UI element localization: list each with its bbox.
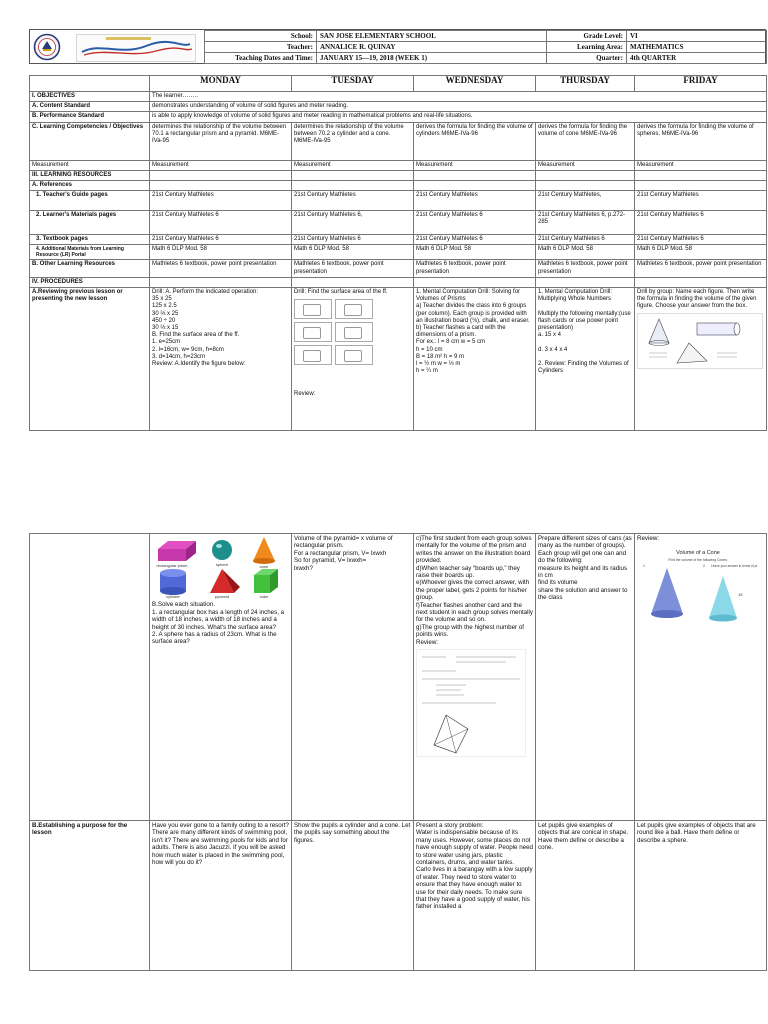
review-text: Review: (294, 391, 316, 398)
other-wednesday: Mathletes 6 textbook, power point presentation (414, 260, 536, 277)
shape-caption: cube (259, 594, 269, 599)
lm-wednesday: 21st Century Mathletes 6 (414, 211, 536, 235)
deped-banner-logo (76, 34, 196, 62)
procedure-b-friday: Let pupils give examples of objects that are round like a ball. Have them define or describe a sphere. (635, 821, 767, 971)
review-worksheet-image (416, 649, 526, 757)
shape-caption: rectangular prism (156, 563, 188, 568)
figure-thumbnail (335, 322, 373, 342)
tg-monday: 21st Century Mathletes (150, 191, 292, 211)
shape-caption: pyramid (214, 594, 230, 599)
measurement-friday: Measurement (635, 160, 767, 170)
figure-thumbnail (335, 345, 373, 365)
lr-monday: Math 6 DLP Mod. 58 (150, 245, 292, 260)
dates-label: Teaching Dates and Time: (205, 53, 317, 64)
lr-thursday: Math 6 DLP Mod. 58 (536, 245, 635, 260)
drill-text: Drill: A. Perform the indicated operation: 35 x 25 125 x 2.5 30 ⅔ x 25 450 ÷ 20 30 ⅔ x 15 B. Find the surface area of the ff. 1. e=25cm 2. l=16cm, w= 9cm, h=8cm 3. d=14cm, h=23cm Review: A.Identify the figure below: (152, 289, 259, 368)
cone-item-number: 1. (643, 564, 646, 569)
day-monday: MONDAY (150, 76, 292, 92)
competency-tuesday: determines the relationship of the volume between 70.2 a cylinder and a cone. M6ME-IVa-95 (292, 122, 414, 160)
pyramid-volume-text: Volume of the pyramid= x volume of rectangular prism. For a rectangular prism, V= lxwxh So for pyramid, V= lxwxh= lxwxh? (294, 535, 393, 572)
continued-thursday (536, 534, 635, 821)
procedure-b-monday: Have you ever gone to a family outing to a resort? There are many different kinds of swimming pool, isn't it? There are swimming pools for kids and for adults. There is also Jacuzzi. If you will be asked how much water is placed in the swimming pool, how will you do it? (150, 821, 292, 971)
other-thursday: Mathletes 6 textbook, power point presentation (536, 260, 635, 277)
procedures-heading: IV. PROCEDURES (30, 277, 150, 287)
cone-icon (253, 537, 275, 561)
volume-of-cone-worksheet (637, 546, 759, 626)
references-label: A. References (30, 181, 150, 191)
day-wednesday: WEDNESDAY (414, 76, 536, 92)
tb-wednesday: 21st Century Mathletes 6 (414, 235, 536, 245)
continued-friday (635, 534, 767, 821)
solve-situation-text: B.Solve each situation. 1. a rectangular box has a length of 24 inches, a width of 18 inches, a width of 18 inches and a height of 30 inches. What's the surface area? 2. A sphere has a radius of 23cm. What is the surface area? (152, 601, 285, 646)
review-text: Review: (637, 535, 660, 542)
drill-text: Drill: Find the surface area of the ff. (294, 289, 388, 296)
lesson-log-table-continued (29, 533, 767, 971)
procedure-a-friday (635, 288, 767, 431)
procedure-a-label: A.Reviewing previous lesson or presenting the new lesson (30, 288, 150, 431)
school-value: SAN JOSE ELEMENTARY SCHOOL (317, 31, 547, 42)
cone-sheet-hint: Leave your answer in terms of pi. (711, 564, 758, 569)
competency-friday: derives the formula for finding the volume of spheres. M6ME-IVa-96 (635, 122, 767, 160)
tb-tuesday: 21st Century Mathletes 6 (292, 235, 414, 245)
area-label: Learning Area: (547, 42, 627, 53)
quarter-value: 4th QUARTER (627, 53, 767, 64)
quarter-label: Quarter: (547, 53, 627, 64)
drill-by-group-text: Drill by group: Name each figure. Then write the formula in finding the volume of the given figure. Choose your answer from the box. (637, 289, 757, 310)
mental-drill-text: 1. Mental Computation Drill: Solving for Volumes of Prisms a) Teacher divides the class into 6 groups (per column). Each group is provided with an illustration board (⅛), chalk, and eraser. b) Teacher flashes a card with the dimensions of a prism. For ex.: l = 8 cm w = 5 cm h = 10 cm B = 18 m² h = 9 m l = ½ m w = ⅓ m h = ¼ m (416, 289, 530, 375)
procedure-b-wednesday (414, 821, 536, 971)
shape-caption: cone (259, 564, 269, 569)
header-info-table (204, 30, 767, 64)
tg-tuesday: 21st Century Mathletes (292, 191, 414, 211)
figure-thumbnail (294, 299, 332, 319)
procedure-b-tuesday: Show the pupils a cylinder and a cone. Let the pupils say something about the figures. (292, 821, 414, 971)
measurement-tuesday: Measurement (292, 160, 414, 170)
can-activity-text: Prepare different sizes of cans (as many as the number of groups). Each group will get one can and do the following: measure its height and its radius in cm find its volume share the solution and answer to the class (538, 535, 632, 602)
measurement-thursday: Measurement (536, 160, 635, 170)
lm-tuesday: 21st Century Mathletes 6, (292, 211, 414, 235)
area-value: MATHEMATICS (627, 42, 767, 53)
figure-thumbnail (294, 322, 332, 342)
procedure-a-thursday (536, 288, 635, 431)
cube-icon (254, 575, 270, 593)
performance-standard: is able to apply knowledge of volume of solid figures and meter reading in mathematical problems and real-life situations. (150, 112, 767, 122)
lr-friday: Math 6 DLP Mod. 58 (635, 245, 767, 260)
objectives-intro: The learner…….. (150, 92, 767, 102)
tb-label: 3. Textbook pages (30, 235, 150, 245)
cylinder-icon (697, 323, 737, 335)
other-monday: Mathletes 6 textbook, power point presentation (150, 260, 292, 277)
tb-monday: 21st Century Mathletes 6 (150, 235, 292, 245)
day-tuesday: TUESDAY (292, 76, 414, 92)
competency-wednesday: derives the formula for finding the volume of cylinders M6ME-IVa-96 (414, 122, 536, 160)
figure-thumbnail (294, 345, 332, 365)
procedure-a-wednesday (414, 288, 536, 431)
game-steps-text: c)The first student from each group solves mentally for the volume of the prism and writes the answer on the illustration board provided. d)When teacher say “boards up,” they raise their boards up. e)Whoever gives the correct answer, with the proper label, gets 2 points for his/her group. f)Teacher flashes another card and the next student in each group solves mentally for the volume and so on. g)The group with the highest number of points wins. Review: (416, 535, 533, 646)
objectives-heading: I. OBJECTIVES (30, 92, 150, 102)
shape-caption: sphere (215, 562, 229, 567)
tg-thursday: 21st Century Mathletes, (536, 191, 635, 211)
teacher-label: Teacher: (205, 42, 317, 53)
continued-wednesday (414, 534, 536, 821)
lm-monday: 21st Century Mathletes 6 (150, 211, 292, 235)
competency-monday: determines the relationship of the volume between 70.1 a rectangular prism and a pyramid. M6ME-IVa-95 (150, 122, 292, 160)
content-standard: demonstrates understanding of volume of solid figures and meter reading. (150, 102, 767, 112)
other-resources-label: B. Other Learning Resources (30, 260, 150, 277)
mental-drill-text: 1. Mental Computation Drill: Multiplying Whole Numbers Multiply the following mentally:(use flash cards or use power point presentation) a. 15 x 4 d. 3 x 4 x 4 2. Review: Finding the Volumes of Cylinders (538, 289, 631, 375)
solid-figures-box (637, 313, 763, 369)
continued-tuesday (292, 534, 414, 821)
school-label: School: (205, 31, 317, 42)
competency-thursday: derives the formula for finding the volume of cone M6ME-IVa-96 (536, 122, 635, 160)
corner-cell (30, 76, 150, 92)
procedure-b-label: B.Establishing a purpose for the lesson (30, 821, 150, 971)
figure-thumbnail (335, 299, 373, 319)
measurement-monday: Measurement (150, 160, 292, 170)
other-tuesday: Mathletes 6 textbook, power point presentation (292, 260, 414, 277)
lr-label: 4. Additional Materials from Learning Resource (LR) Portal (30, 245, 150, 260)
tb-thursday: 21st Century Mathletes 6 (536, 235, 635, 245)
shape-caption: cylinder (166, 594, 180, 599)
measurement-wednesday: Measurement (414, 160, 536, 170)
lm-thursday: 21st Century Mathletes 6, p.272-285 (536, 211, 635, 235)
teacher-value: ANNALICE R. QUINAY (317, 42, 547, 53)
rectangular-prism-icon (158, 549, 186, 561)
resources-heading: III. LEARNING RESOURCES (30, 170, 150, 180)
tg-label: 1. Teacher's Guide pages (30, 191, 150, 211)
surface-area-figures (294, 299, 411, 365)
cone-sheet-title: Volume of a Cone (676, 550, 720, 557)
procedure-a-tuesday (292, 288, 414, 431)
cone-dimension: 15 (738, 592, 743, 598)
measurement-label: Measurement (30, 160, 150, 170)
day-friday: FRIDAY (635, 76, 767, 92)
deped-seal-logo (33, 33, 71, 61)
continued-monday (150, 534, 292, 821)
tg-wednesday: 21st Century Mathletes (414, 191, 536, 211)
solid-shapes-illustration (152, 535, 288, 599)
lm-label: 2. Learner's Materials pages (30, 211, 150, 235)
lr-tuesday: Math 6 DLP Mod. 58 (292, 245, 414, 260)
procedure-b-thursday: Let pupils give examples of objects that are conical in shape. Have them define or describe a cone. (536, 821, 635, 971)
competencies-label: C. Learning Competencies / Objectives (30, 122, 150, 160)
page-1 (0, 0, 768, 478)
procedure-a-monday (150, 288, 292, 431)
other-friday: Mathletes 6 textbook, power point presentation (635, 260, 767, 277)
lm-friday: 21st Century Mathletes 6 (635, 211, 767, 235)
cone-sheet-instruction: Find the volume of the following Cones: (668, 558, 728, 563)
lr-wednesday: Math 6 DLP Mod. 58 (414, 245, 536, 260)
tg-friday: 21st Century Mathletes (635, 191, 767, 211)
page-2 (0, 478, 768, 1024)
story-problem-text: Present a story problem: Water is indispensable because of its many uses. However, some places do not have enough supply of water. People need to store water using jars, plastic containers, drums, and water tanks. Carlo lives in a barangay with a low supply of water. They need to store water to ensure that they have enough water to use for their daily needs. To make sure that they have a good supply of water, his father installed a (416, 822, 533, 911)
day-thursday: THURSDAY (536, 76, 635, 92)
continued-label-cell (30, 534, 150, 821)
cone-item-number: 2. (703, 564, 706, 569)
dates-value: JANUARY 15—19, 2018 (WEEK 1) (317, 53, 547, 64)
performance-standard-label: B. Performance Standard (30, 112, 150, 122)
content-standard-label: A. Content Standard (30, 102, 150, 112)
grade-value: VI (627, 31, 767, 42)
sphere-icon (212, 540, 232, 560)
tb-friday: 21st Century Mathletes 6 (635, 235, 767, 245)
lesson-log-table (29, 75, 767, 431)
grade-label: Grade Level: (547, 31, 627, 42)
